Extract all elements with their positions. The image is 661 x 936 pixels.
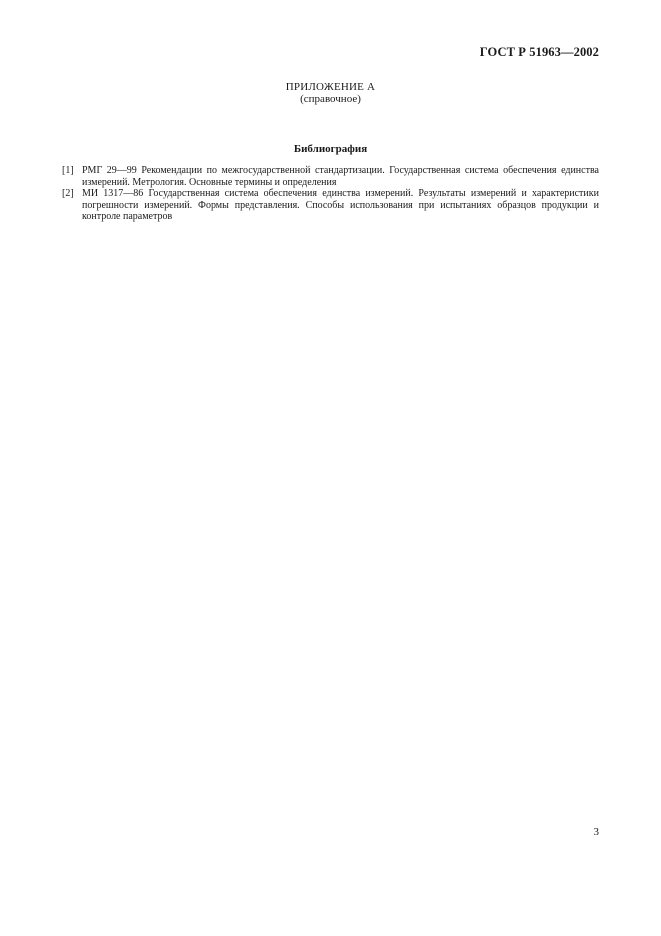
- page-number: 3: [593, 826, 599, 838]
- bibliography-heading: Библиография: [293, 143, 368, 155]
- document-id-header: ГОСТ Р 51963—2002: [479, 45, 599, 59]
- appendix-kind: (справочное): [300, 93, 361, 105]
- bibliography-item: [62, 188, 599, 223]
- bibliography-item-text: МИ 1317—86 Государственная система обеспечения единства измерений. Результаты измерений и характеристики погрешности измерений. Формы представления. Способы использования при испытаниях образцов продукции и контроле параметров: [82, 188, 599, 222]
- bibliography-item-number: [2]: [62, 188, 74, 199]
- bibliography-item-text: РМГ 29—99 Рекомендации по межгосударственной стандартизации. Государственная система обеспечения единства измерений. Метрология. Основные термины и определения: [82, 165, 599, 188]
- bibliography-list: [62, 165, 599, 223]
- bibliography-item-number: [1]: [62, 165, 74, 176]
- bibliography-item: [62, 165, 599, 188]
- appendix-title: ПРИЛОЖЕНИЕ А: [285, 81, 376, 93]
